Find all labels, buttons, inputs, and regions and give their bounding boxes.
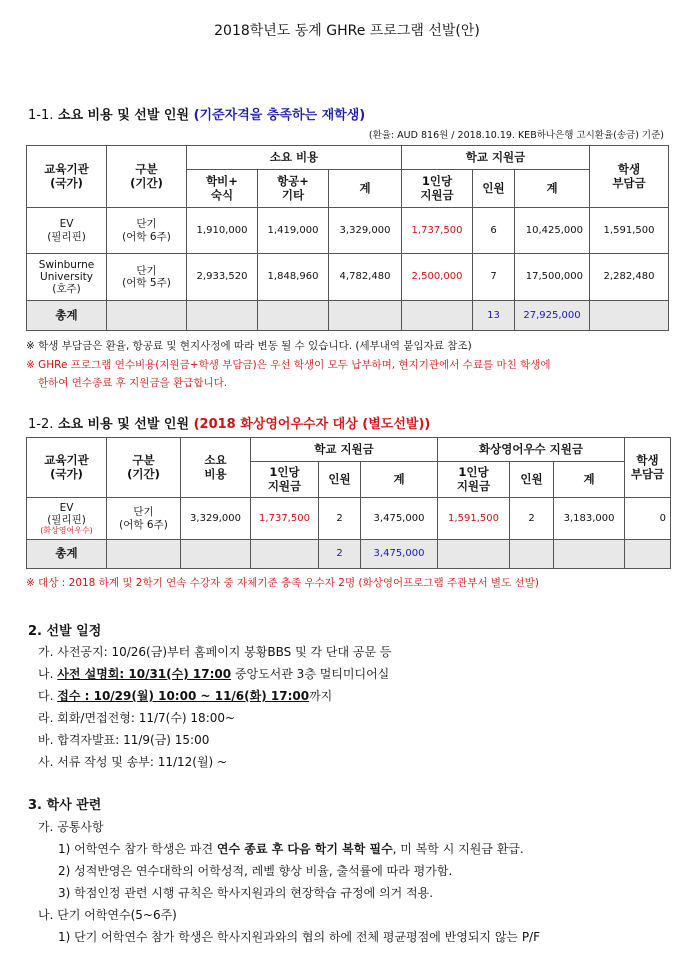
item-text-emphasis: 사전 설명회: 10/31(수) 17:00: [57, 667, 232, 681]
total-row: [27, 301, 669, 331]
section-number: 1-2.: [28, 417, 54, 432]
table-row: [27, 254, 669, 301]
note-refund-line2: 한하여 연수종료 후 지원금을 환급합니다.: [38, 377, 228, 389]
academic-group-common: 가. 공통사항: [38, 820, 104, 834]
institution-name: EV (필리핀): [47, 501, 86, 526]
item-prefix: 사.: [38, 755, 54, 769]
header-count-2: 인원: [510, 462, 554, 498]
exchange-rate-note: (환율: AUD 816원 / 2018.10.19. KEB하나은행 고시환율(송금) 기준): [368, 130, 664, 141]
cell-division: 단기 (어학 5주): [107, 254, 187, 301]
total-label: 총계: [27, 301, 107, 331]
header-division: 구분 (기간): [107, 438, 181, 498]
item-prefix: 바.: [38, 733, 54, 747]
cell-division: 단기 (어학 6주): [107, 208, 187, 254]
academic-item: 2) 성적반영은 연수대학의 어학성적, 레벨 향상 비율, 출석률에 따라 평가함.: [58, 864, 453, 878]
institution-sub: (화상영어우수): [40, 525, 93, 535]
cost-table-2: [26, 437, 671, 569]
academic-item: 3) 학점인정 관련 시행 규칙은 학사지원과의 현장학습 규정에 의거 적용.: [58, 886, 434, 900]
section-1-1-heading: [28, 104, 365, 123]
cell-support-sum: 10,425,000: [515, 208, 590, 254]
note-refund-line1: ※ GHRe 프로그램 연수비용(지원금+학생 부담금)은 우선 학생이 모두 납부하며, 현지기관에서 수료를 마친 학생에: [26, 359, 551, 371]
cell-institution: [27, 498, 107, 540]
academic-group-short: 나. 단기 어학연수(5~6주): [38, 908, 177, 922]
schedule-item: [38, 709, 235, 726]
cell-count: 2: [319, 498, 361, 540]
section-number: 1-1.: [28, 108, 54, 123]
total-count: 2: [319, 540, 361, 569]
cell-count: 6: [473, 208, 515, 254]
item-text: 합격자발표: 11/9(금) 15:00: [57, 733, 210, 747]
cell-cost-sum: 4,782,480: [329, 254, 402, 301]
academic-item: 1) 단기 어학연수 참가 학생은 학사지원과와의 협의 하에 전체 평균평점에 반영되지 않는 P/F: [58, 930, 540, 944]
header-support-sum: 계: [515, 170, 590, 208]
item-text-emphasis: 접수 : 10/29(월) 10:00 ~ 11/6(화) 17:00: [57, 689, 310, 703]
header-sum-2: 계: [554, 462, 625, 498]
note-student-charge: ※ 학생 부담금은 환율, 항공료 및 현지사정에 따라 변동 될 수 있습니다. (세부내역 붙임자료 참조): [26, 340, 472, 352]
total-row: [27, 540, 671, 569]
cell-institution: EV (필리핀): [27, 208, 107, 254]
item-text: 1) 어학연수 참가 학생은 파견: [58, 842, 217, 856]
schedule-heading: 2. 선발 일정: [28, 624, 102, 639]
cell-per-person: 2,500,000: [402, 254, 473, 301]
cell-tuition: 2,933,520: [187, 254, 258, 301]
schedule-item: [38, 643, 391, 660]
total-sum: 27,925,000: [515, 301, 590, 331]
header-per-person: 1인당 지원금: [251, 462, 319, 498]
section-1-2-heading: [28, 413, 430, 432]
item-text: 중앙도서관 3층 멀티미디어실: [231, 667, 390, 681]
cell-student-charge: 0: [625, 498, 671, 540]
section-title: 소요 비용 및 선발 인원: [57, 108, 190, 123]
item-text: 회화/면접전형: 11/7(수) 18:00~: [57, 711, 236, 725]
cell-per-person-2: 1,591,500: [438, 498, 510, 540]
schedule-item: [38, 665, 389, 682]
section-title: 소요 비용 및 선발 인원: [57, 417, 190, 432]
cell-cost-sum: 3,329,000: [329, 208, 402, 254]
cell-sum-2: 3,183,000: [554, 498, 625, 540]
cell-division: 단기 (어학 6주): [107, 498, 181, 540]
cost-table-1: [26, 145, 669, 331]
section-subtitle: (기준자격을 충족하는 재학생): [193, 108, 366, 123]
cell-tuition: 1,910,000: [187, 208, 258, 254]
item-prefix: 라.: [38, 711, 54, 725]
item-text: 서류 작성 및 송부: 11/12(월) ~: [57, 755, 228, 769]
cell-sum: 3,475,000: [361, 498, 438, 540]
header-student-charge: 학생 부담금: [625, 438, 671, 498]
header-count: 인원: [473, 170, 515, 208]
header-cost: 소요 비용: [181, 438, 251, 498]
header-airfare: 항공+ 기타: [258, 170, 329, 208]
table-row: [27, 208, 669, 254]
total-label: 총계: [27, 540, 107, 569]
cell-count-2: 2: [510, 498, 554, 540]
document-title: 2018학년도 동계 GHRe 프로그램 선발(안): [214, 23, 480, 39]
item-text: , 미 복학 시 지원금 환급.: [392, 842, 524, 856]
item-text: 까지: [309, 689, 333, 703]
total-count: 13: [473, 301, 515, 331]
cell-count: 7: [473, 254, 515, 301]
header-cost-sum: 계: [329, 170, 402, 208]
header-school-support: 학교 지원금: [251, 438, 438, 462]
note-target: ※ 대상 : 2018 하계 및 2학기 연속 수강자 중 자체기준 충족 우수자 2명 (화상영어프로그램 주관부서 별도 선발): [26, 577, 539, 589]
cell-student-charge: 2,282,480: [590, 254, 669, 301]
header-per-person-2: 1인당 지원금: [438, 462, 510, 498]
section-subtitle: (2018 화상영어우수자 대상 (별도선발)): [193, 417, 431, 432]
schedule-item: [38, 731, 209, 748]
schedule-item: [38, 687, 332, 704]
cell-cost: 3,329,000: [181, 498, 251, 540]
cell-support-sum: 17,500,000: [515, 254, 590, 301]
cell-per-person: 1,737,500: [251, 498, 319, 540]
header-video-support: 화상영어우수 지원금: [438, 438, 625, 462]
item-text: 사전공지: 10/26(금)부터 홈페이지 봉황BBS 및 각 단대 공문 등: [57, 645, 392, 659]
item-prefix: 가.: [38, 645, 54, 659]
schedule-item: [38, 753, 227, 770]
academic-heading: 3. 학사 관련: [28, 798, 102, 813]
item-prefix: 다.: [38, 689, 54, 703]
header-institution: 교육기관 (국가): [27, 146, 107, 208]
cell-airfare: 1,848,960: [258, 254, 329, 301]
item-prefix: 나.: [38, 667, 54, 681]
header-support: 학교 지원금: [402, 146, 590, 170]
total-sum: 3,475,000: [361, 540, 438, 569]
header-per-person: 1인당 지원금: [402, 170, 473, 208]
header-institution: 교육기관 (국가): [27, 438, 107, 498]
header-student-charge: 학생 부담금: [590, 146, 669, 208]
header-cost: 소요 비용: [187, 146, 402, 170]
cell-institution: Swinburne University (호주): [27, 254, 107, 301]
item-text-emphasis: 연수 종료 후 다음 학기 복학 필수: [216, 842, 393, 856]
header-sum: 계: [361, 462, 438, 498]
academic-item: [58, 840, 524, 857]
table-row: [27, 498, 671, 540]
header-count: 인원: [319, 462, 361, 498]
header-tuition: 학비+ 숙식: [187, 170, 258, 208]
header-division: 구분 (기간): [107, 146, 187, 208]
cell-per-person: 1,737,500: [402, 208, 473, 254]
cell-student-charge: 1,591,500: [590, 208, 669, 254]
cell-airfare: 1,419,000: [258, 208, 329, 254]
